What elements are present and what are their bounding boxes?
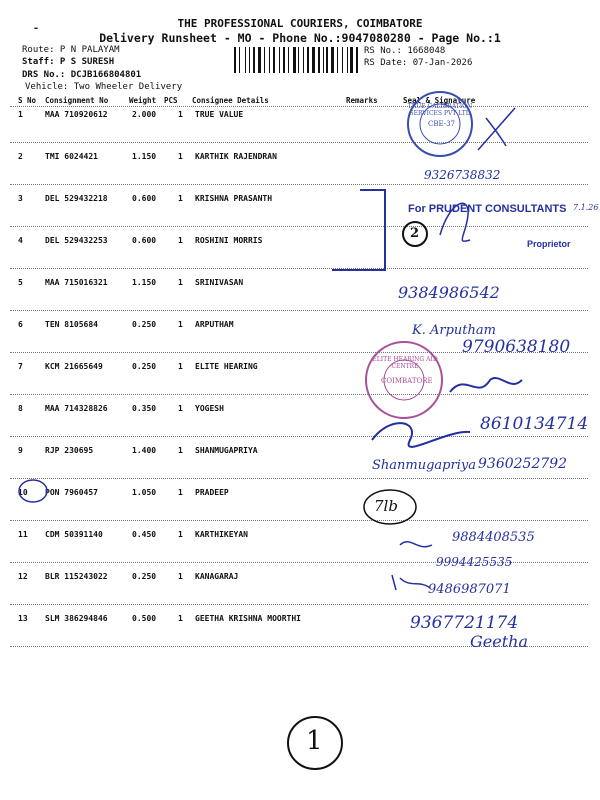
row-sno: 13 [18,614,28,623]
stamp2-text: ELITE HEARING AID CENTRE [372,356,438,370]
drs-label: DRS No.: DCJB166804801 [22,70,142,80]
row13-phone: 9367721174 [410,613,519,633]
row-weight: 0.600 [132,236,157,245]
bracket-mark-icon [332,190,385,270]
row13-signature: Geetha [470,632,528,651]
row-weight: 0.350 [132,404,157,413]
row-consignee: ROSHINI MORRIS [195,236,263,245]
runsheet-subtitle: Delivery Runsheet - MO - Phone No.:9047080280 - Page No.:1 [99,31,501,45]
row-consignment: MAA 710920612 [45,110,108,119]
row-consignee: TRUE VALUE [195,110,244,119]
row-pcs: 1 [178,404,183,413]
row-consignment: RJP 230695 [45,446,94,455]
row-consignee: YOGESH [195,404,224,413]
row2-phone: 9326738832 [424,168,501,182]
row-sno: 3 [18,194,23,203]
row-sno: 5 [18,278,23,287]
row12-phone-1: 9994425535 [436,555,513,569]
row-pcs: 1 [178,320,183,329]
row-consignee: KARTHIKEYAN [195,530,248,539]
stamp1-center: CBE-37 [428,120,456,128]
proprietor-text: Proprietor [527,239,571,249]
row-consignment: CDM 50391140 [45,530,103,539]
row-consignee: ARPUTHAM [195,320,234,329]
row-sno: 10 [18,488,28,497]
row-weight: 0.250 [132,362,157,371]
circled-one-text: 1 [306,726,323,756]
signature-row8-icon [450,378,522,392]
row12-phone-2: 9486987071 [428,582,511,597]
row-weight: 0.500 [132,614,157,623]
row-weight: 1.150 [132,152,157,161]
row11-phone: 9884408535 [452,530,535,545]
row-sno: 1 [18,110,23,119]
row-consignee: SHANMUGAPRIYA [195,446,258,455]
row-sno: 4 [18,236,23,245]
row10-mark: 7lb [374,497,398,515]
row-consignment: PON 7960457 [45,488,98,497]
row-weight: 2.000 [132,110,157,119]
company-title: THE PROFESSIONAL COURIERS, COIMBATORE [177,17,423,30]
row-consignee: PRADEEP [195,488,229,497]
signature-row11-icon [400,542,432,547]
row-consignee: KARTHIK RAJENDRAN [195,152,277,161]
row-weight: 0.450 [132,530,157,539]
row9-phone: 8610134714 [480,414,589,434]
row-weight: 0.600 [132,194,157,203]
row-sno: 2 [18,152,23,161]
row-sno: 6 [18,320,23,329]
row-consignment: SLM 386294846 [45,614,108,623]
row-sno: 11 [18,530,28,539]
stamp1-text: TRUE CALIBRATION SERVICES PVT LTD [407,103,473,117]
signature-row12-icon [392,575,430,590]
row5-phone: 9384986542 [398,283,500,302]
row-pcs: 1 [178,110,183,119]
row-weight: 0.250 [132,572,157,581]
signature-stroke-icon [478,108,515,150]
col-remarks: Remarks [346,96,378,105]
vehicle-label: Vehicle: Two Wheeler Delivery [25,82,183,92]
route-label: Route: P N PALAYAM [22,45,120,55]
row-sno: 8 [18,404,23,413]
row-pcs: 1 [178,446,183,455]
signature-row9-icon [372,423,470,447]
row10-phone: 9360252792 [478,456,568,472]
row-pcs: 1 [178,362,183,371]
row-pcs: 1 [178,152,183,161]
col-weight: Weight [129,96,157,105]
row-consignment: MAA 715016321 [45,278,108,287]
row-weight: 0.250 [132,320,157,329]
row-consignment: TEN 8105684 [45,320,98,329]
row-sno: 12 [18,572,28,581]
rs-number: RS No.: 1668048 [364,46,446,56]
col-sno: S No [18,96,37,105]
row6-name: K. Arputham [412,323,496,338]
row-pcs: 1 [178,278,183,287]
row-consignment: BLR 115243022 [45,572,108,581]
row-weight: 1.150 [132,278,157,287]
row6-phone: 9790638180 [462,337,571,357]
col-pcs: PCS [164,96,178,105]
row-consignee: SRINIVASAN [195,278,244,287]
row-consignment: KCM 21665649 [45,362,103,371]
row-consignee: KANAGARAJ [195,572,239,581]
row10-signature: Shanmugapriya [372,458,476,473]
stamp2-center: COIMBATORE [381,377,433,385]
col-seal: Seal & Signature [403,96,476,105]
row-pcs: 1 [178,530,183,539]
col-consignment: Consignment No [45,96,109,105]
row-consignment: MAA 714328826 [45,404,108,413]
row-sno: 9 [18,446,23,455]
row-pcs: 1 [178,236,183,245]
row-pcs: 1 [178,194,183,203]
row-consignee: KRISHNA PRASANTH [195,194,273,203]
rs-date: RS Date: 07-Jan-2026 [364,58,473,68]
row-pcs: 1 [178,572,183,581]
row-consignment: TMI 6024421 [45,152,98,161]
circled-two-text: 2 [410,226,420,241]
row-sno: 7 [18,362,23,371]
row-consignee: ELITE HEARING [195,362,258,371]
row-consignee: GEETHA KRISHNA MOORTHI [195,614,301,623]
row-consignment: DEL 529432253 [45,236,108,245]
row-weight: 1.400 [132,446,157,455]
prudent-stamp: For PRUDENT CONSULTANTS [408,203,567,215]
staff-label: Staff: P S SURESH [22,57,115,67]
row-pcs: 1 [178,614,183,623]
col-consignee: Consignee Details [192,96,269,105]
prudent-date: 7.1.26 [573,203,599,212]
row-consignment: DEL 529432218 [45,194,108,203]
circled-ten-icon [19,480,47,502]
row-weight: 1.050 [132,488,157,497]
row-pcs: 1 [178,488,183,497]
header-dash: - [33,23,40,34]
